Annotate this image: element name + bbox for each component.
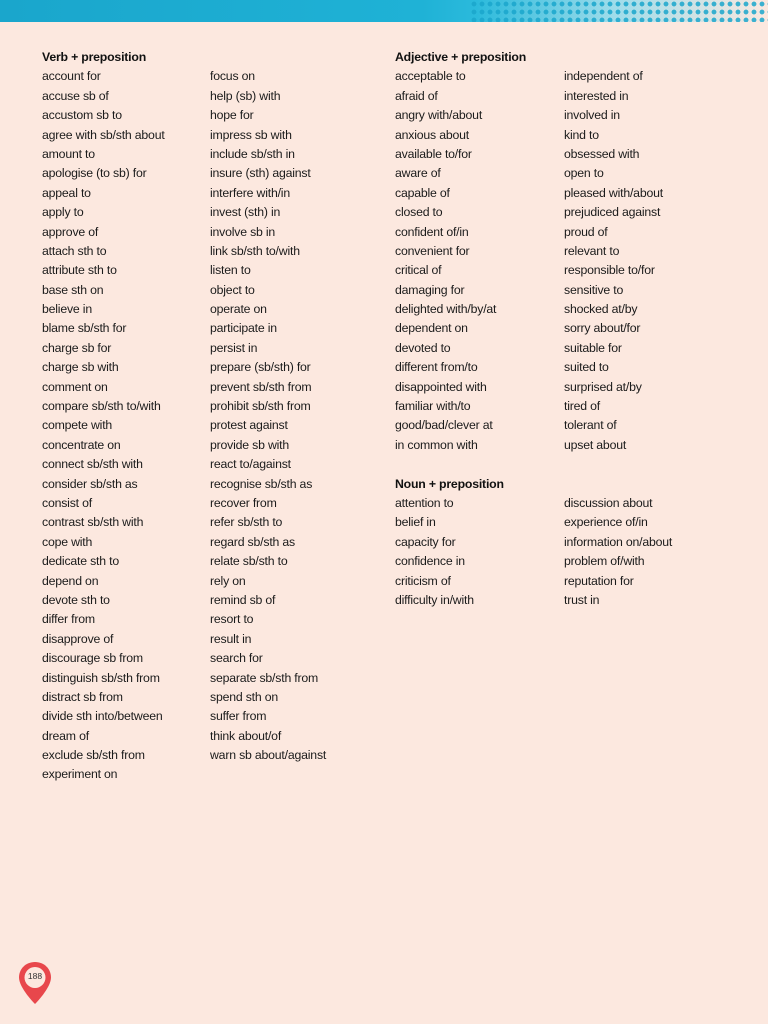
adjective-phrase-item: kind to	[564, 127, 599, 142]
adjective-phrase-item: different from/to	[395, 360, 478, 375]
noun-phrase-item: problem of/with	[564, 554, 645, 569]
adjective-phrase-item: confident of/in	[395, 224, 469, 239]
verb-phrase-item: impress sb with	[210, 127, 292, 142]
verb-phrase-item: connect sb/sth with	[42, 457, 143, 472]
noun-phrase-item: belief in	[395, 515, 436, 530]
noun-phrase-item: capacity for	[395, 534, 456, 549]
adjective-phrase-item: aware of	[395, 166, 441, 181]
adjective-phrase-item: anxious about	[395, 127, 469, 142]
verb-phrase-item: discourage sb from	[42, 651, 143, 666]
verb-phrase-item: recognise sb/sth as	[210, 476, 313, 491]
adjective-phrase-item: available to/for	[395, 146, 472, 161]
adjective-phrase-item: disappointed with	[395, 379, 487, 394]
verb-phrase-item: consider sb/sth as	[42, 476, 138, 491]
verb-phrase-item: approve of	[42, 224, 99, 239]
noun-phrase-item: trust in	[564, 592, 600, 607]
verb-phrase-item: persist in	[210, 340, 258, 355]
verb-phrase-item: account for	[42, 69, 101, 84]
verb-phrase-item: relate sb/sth to	[210, 554, 288, 569]
verb-phrase-item: provide sb with	[210, 437, 290, 452]
verb-phrase-item: resort to	[210, 612, 254, 627]
verb-phrase-item: participate in	[210, 321, 277, 336]
adjective-phrase-item: sensitive to	[564, 282, 624, 297]
verb-phrase-item: separate sb/sth from	[210, 670, 319, 685]
verb-phrase-item: dedicate sth to	[42, 554, 119, 569]
verb-phrase-item: suffer from	[210, 709, 267, 724]
verb-phrase-item: spend sth on	[210, 689, 279, 704]
adjective-phrase-item: suitable for	[564, 340, 622, 355]
verb-phrase-item: attach sth to	[42, 243, 107, 258]
verb-phrase-item: help (sb) with	[210, 88, 281, 103]
noun-phrase-item: difficulty in/with	[395, 592, 474, 607]
verb-phrase-item: distinguish sb/sth from	[42, 670, 160, 685]
adjective-phrase-item: pleased with/about	[564, 185, 663, 200]
halftone-dots-decoration	[470, 0, 768, 22]
verb-phrase-item: base sth on	[42, 282, 104, 297]
adjective-phrase-item: upset about	[564, 437, 627, 452]
verb-phrase-item: protest against	[210, 418, 288, 433]
verb-phrase-item: link sb/sth to/with	[210, 243, 300, 258]
adjective-phrase-item: angry with/about	[395, 108, 483, 123]
verb-phrase-item: compete with	[42, 418, 113, 433]
verb-phrase-item: think about/of	[210, 728, 282, 743]
verb-preposition-column-2	[210, 67, 326, 765]
verb-preposition-column-1	[42, 48, 165, 785]
verb-phrase-item: contrast sb/sth with	[42, 515, 144, 530]
adjective-phrase-item: damaging for	[395, 282, 465, 297]
verb-phrase-item: hope for	[210, 108, 254, 123]
verb-phrase-item: prepare (sb/sth) for	[210, 360, 311, 375]
verb-phrase-item: agree with sb/sth about	[42, 127, 165, 142]
adjective-phrase-item: familiar with/to	[395, 399, 471, 414]
verb-phrase-item: accustom sb to	[42, 108, 122, 123]
adjective-phrase-item: devoted to	[395, 340, 451, 355]
adjective-phrase-item: critical of	[395, 263, 442, 278]
verb-phrase-item: regard sb/sth as	[210, 534, 295, 549]
verb-phrase-item: devote sth to	[42, 592, 110, 607]
location-pin-icon	[17, 960, 53, 1006]
adjective-phrase-item: convenient for	[395, 243, 470, 258]
verb-phrase-item: comment on	[42, 379, 108, 394]
adjective-phrase-item: responsible to/for	[564, 263, 655, 278]
verb-phrase-item: believe in	[42, 302, 92, 317]
verb-phrase-item: recover from	[210, 495, 277, 510]
verb-phrase-item: depend on	[42, 573, 99, 588]
verb-phrase-item: disapprove of	[42, 631, 114, 646]
noun-phrase-item: attention to	[395, 495, 454, 510]
verb-phrase-item: insure (sth) against	[210, 166, 311, 181]
verb-phrase-item: differ from	[42, 612, 95, 627]
verb-phrase-item: involve sb in	[210, 224, 276, 239]
verb-phrase-item: charge sb with	[42, 360, 119, 375]
adjective-phrase-item: afraid of	[395, 88, 438, 103]
adjective-phrase-item: obsessed with	[564, 146, 640, 161]
verb-phrase-item: invest (sth) in	[210, 205, 281, 220]
verb-phrase-item: search for	[210, 651, 263, 666]
verb-phrase-item: amount to	[42, 146, 95, 161]
verb-phrase-item: include sb/sth in	[210, 146, 295, 161]
adjective-phrase-item: sorry about/for	[564, 321, 641, 336]
verb-phrase-item: prohibit sb/sth from	[210, 399, 311, 414]
adjective-phrase-item: in common with	[395, 437, 478, 452]
verb-preposition-heading: Verb + preposition	[42, 50, 147, 64]
adjective-phrase-item: independent of	[564, 69, 643, 84]
noun-phrase-item: discussion about	[564, 495, 653, 510]
adjective-phrase-item: delighted with/by/at	[395, 302, 497, 317]
verb-phrase-item: blame sb/sth for	[42, 321, 127, 336]
verb-phrase-item: react to/against	[210, 457, 291, 472]
verb-phrase-item: operate on	[210, 302, 267, 317]
verb-phrase-item: listen to	[210, 263, 251, 278]
adjective-phrase-item: proud of	[564, 224, 608, 239]
adjective-preposition-column-1	[395, 48, 526, 610]
verb-phrase-item: consist of	[42, 495, 92, 510]
noun-phrase-item: confidence in	[395, 554, 465, 569]
verb-phrase-item: refer sb/sth to	[210, 515, 283, 530]
adjective-phrase-item: good/bad/clever at	[395, 418, 493, 433]
adjective-phrase-item: relevant to	[564, 243, 620, 258]
verb-phrase-item: rely on	[210, 573, 246, 588]
adjective-phrase-item: closed to	[395, 205, 443, 220]
adjective-phrase-item: tired of	[564, 399, 600, 414]
noun-phrase-item: criticism of	[395, 573, 451, 588]
adjective-phrase-item: tolerant of	[564, 418, 617, 433]
adjective-phrase-item: shocked at/by	[564, 302, 638, 317]
noun-phrase-item: information on/about	[564, 534, 673, 549]
verb-phrase-item: prevent sb/sth from	[210, 379, 312, 394]
noun-phrase-item: experience of/in	[564, 515, 648, 530]
verb-phrase-item: accuse sb of	[42, 88, 109, 103]
verb-phrase-item: cope with	[42, 534, 93, 549]
adjective-phrase-item: acceptable to	[395, 69, 466, 84]
adjective-preposition-column-2	[564, 67, 672, 610]
adjective-phrase-item: interested in	[564, 88, 629, 103]
adjective-phrase-item: open to	[564, 166, 604, 181]
verb-phrase-item: apologise (to sb) for	[42, 166, 147, 181]
adjective-preposition-heading: Adjective + preposition	[395, 50, 527, 64]
verb-phrase-item: distract sb from	[42, 689, 123, 704]
adjective-phrase-item: surprised at/by	[564, 379, 642, 394]
verb-phrase-item: charge sb for	[42, 340, 112, 355]
adjective-phrase-item: prejudiced against	[564, 205, 661, 220]
verb-phrase-item: object to	[210, 282, 255, 297]
verb-phrase-item: focus on	[210, 69, 255, 84]
verb-phrase-item: concentrate on	[42, 437, 121, 452]
verb-phrase-item: experiment on	[42, 767, 118, 782]
verb-phrase-item: warn sb about/against	[210, 748, 327, 763]
verb-phrase-item: exclude sb/sth from	[42, 748, 145, 763]
adjective-phrase-item: involved in	[564, 108, 620, 123]
noun-preposition-heading: Noun + preposition	[395, 476, 504, 491]
verb-phrase-item: attribute sth to	[42, 263, 117, 278]
adjective-phrase-item: suited to	[564, 360, 609, 375]
verb-phrase-item: appeal to	[42, 185, 91, 200]
adjective-phrase-item: capable of	[395, 185, 450, 200]
verb-phrase-item: interfere with/in	[210, 185, 290, 200]
verb-phrase-item: result in	[210, 631, 252, 646]
verb-phrase-item: remind sb of	[210, 592, 276, 607]
adjective-phrase-item: dependent on	[395, 321, 468, 336]
verb-phrase-item: compare sb/sth to/with	[42, 399, 161, 414]
noun-phrase-item: reputation for	[564, 573, 634, 588]
verb-phrase-item: divide sth into/between	[42, 709, 163, 724]
verb-phrase-item: apply to	[42, 205, 84, 220]
page-number: 188	[27, 971, 43, 981]
verb-phrase-item: dream of	[42, 728, 89, 743]
